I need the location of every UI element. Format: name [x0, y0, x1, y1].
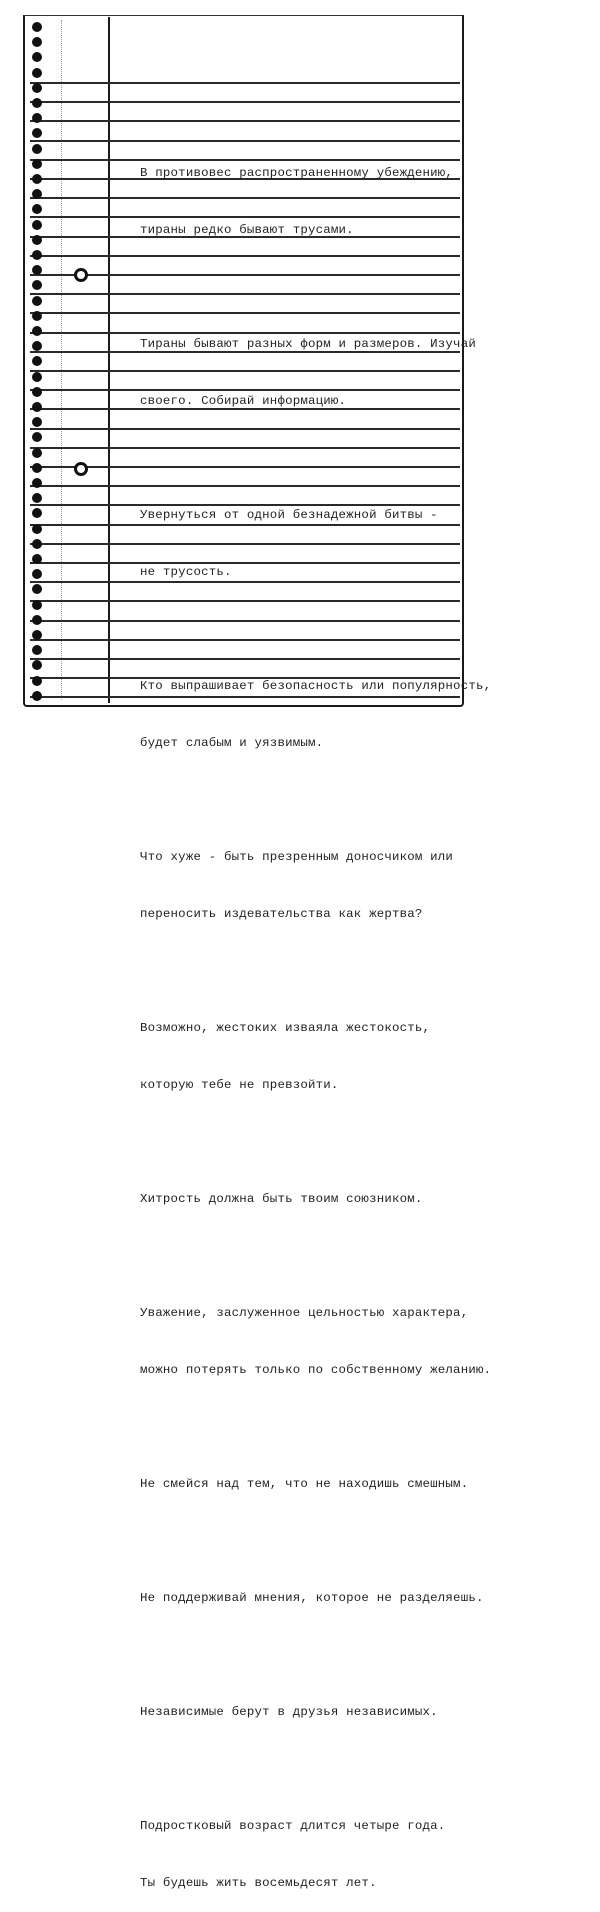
spiral-dot-icon	[32, 508, 42, 518]
spiral-dot-icon	[32, 113, 42, 123]
spiral-dot-icon	[32, 341, 42, 351]
text-line: своего. Собирай информацию.	[140, 394, 347, 408]
ruled-line	[30, 101, 460, 103]
spiral-dot-icon	[32, 584, 42, 594]
spiral-dot-icon	[32, 448, 42, 458]
text-line: Ты будешь жить восемьдесят лет.	[140, 1876, 377, 1890]
spiral-dot-icon	[32, 402, 42, 412]
spiral-dot-icon	[32, 189, 42, 199]
spiral-dot-icon	[32, 250, 42, 260]
text-line	[140, 1247, 491, 1266]
text-line	[140, 1418, 491, 1437]
spiral-dot-icon	[32, 144, 42, 154]
binder-hole-icon	[74, 268, 88, 282]
text-line: тираны редко бывают трусами.	[140, 223, 354, 237]
text-line	[140, 1760, 491, 1779]
text-line	[140, 449, 491, 468]
binder-hole-icon	[74, 462, 88, 476]
spiral-dot-icon	[32, 52, 42, 62]
spiral-dot-icon	[32, 68, 42, 78]
text-line: Не поддерживай мнения, которое не разделяешь.	[140, 1591, 484, 1605]
spiral-dot-icon	[32, 98, 42, 108]
spiral-dot-icon	[32, 356, 42, 366]
spiral-dot-icon	[32, 554, 42, 564]
ruled-line	[30, 82, 460, 84]
spiral-dot-icon	[32, 220, 42, 230]
text-line: можно потерять только по собственному желанию.	[140, 1363, 492, 1377]
spiral-dot-icon	[32, 645, 42, 655]
text-line: Увернуться от одной безнадежной битвы -	[140, 508, 438, 522]
text-line: будет слабым и уязвимым.	[140, 736, 324, 750]
spiral-dot-icon	[32, 235, 42, 245]
text-line: Тираны бывают разных форм и размеров. Изучай	[140, 337, 476, 351]
spiral-dot-icon	[32, 691, 42, 701]
spiral-dot-icon	[32, 676, 42, 686]
spiral-dot-icon	[32, 478, 42, 488]
spiral-dot-icon	[32, 280, 42, 290]
text-line	[140, 278, 491, 297]
text-line: Не смейся над тем, что не находишь смешным.	[140, 1477, 469, 1491]
spiral-dot-icon	[32, 387, 42, 397]
spiral-dot-icon	[32, 159, 42, 169]
spiral-dot-icon	[32, 311, 42, 321]
spiral-dot-icon	[32, 630, 42, 640]
spiral-dot-icon	[32, 265, 42, 275]
text-line: Подростковый возраст длится четыре года.	[140, 1819, 446, 1833]
text-line	[140, 620, 491, 639]
text-line: Хитрость должна быть твоим союзником.	[140, 1192, 423, 1206]
ruled-line	[30, 120, 460, 122]
spiral-dot-icon	[32, 569, 42, 579]
spiral-dot-icon	[32, 615, 42, 625]
spiral-dot-icon	[32, 539, 42, 549]
text-line	[140, 1646, 491, 1665]
spiral-dot-icon	[32, 600, 42, 610]
text-line: не трусость.	[140, 565, 232, 579]
spiral-dot-icon	[32, 372, 42, 382]
spiral-dot-icon	[32, 463, 42, 473]
text-line	[140, 791, 491, 810]
text-line: которую тебе не превзойти.	[140, 1078, 339, 1092]
text-line	[140, 962, 491, 981]
text-line	[140, 1133, 491, 1152]
spiral-dot-icon	[32, 417, 42, 427]
text-line: Возможно, жестоких изваяла жестокость,	[140, 1021, 431, 1035]
text-line	[140, 1532, 491, 1551]
spiral-dot-icon	[32, 22, 42, 32]
text-line: Уважение, заслуженное цельностью характера,	[140, 1306, 469, 1320]
spiral-dot-icon	[32, 128, 42, 138]
spiral-dot-icon	[32, 204, 42, 214]
typed-text	[140, 126, 491, 1912]
dotted-guide-line	[61, 20, 62, 700]
spiral-dot-icon	[32, 83, 42, 93]
text-line: Что хуже - быть презренным доносчиком или	[140, 850, 454, 864]
spiral-dot-icon	[32, 296, 42, 306]
text-line: В противовес распространенному убеждению,	[140, 166, 454, 180]
spiral-dot-icon	[32, 432, 42, 442]
text-line: Независимые берут в друзья независимых.	[140, 1705, 438, 1719]
spiral-dot-icon	[32, 37, 42, 47]
spiral-dot-icon	[32, 174, 42, 184]
spiral-dot-icon	[32, 524, 42, 534]
text-line: переносить издевательства как жертва?	[140, 907, 423, 921]
spiral-dot-icon	[32, 493, 42, 503]
spiral-dot-icon	[32, 660, 42, 670]
text-line: Кто выпрашивает безопасность или популярность,	[140, 679, 492, 693]
spiral-dot-icon	[32, 326, 42, 336]
